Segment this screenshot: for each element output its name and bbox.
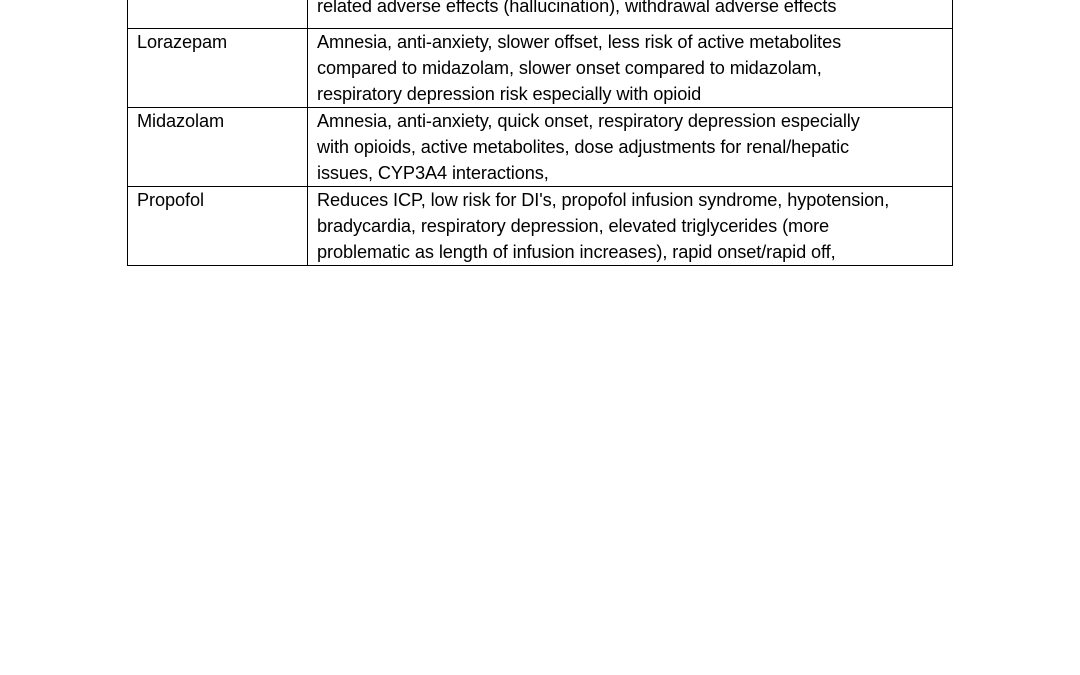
effects-line: with opioids, active metabolites, dose adjustments for renal/hepatic <box>317 137 850 157</box>
effects-line: issues, CYP3A4 interactions, <box>317 163 549 183</box>
drug-name-cell <box>128 0 308 29</box>
table-row <box>128 108 953 187</box>
drug-effects-cell <box>308 108 953 187</box>
table-row <box>128 29 953 108</box>
drug-effects-cell <box>308 29 953 108</box>
drug-name-cell <box>128 108 308 187</box>
drug-name: Lorazepam <box>137 32 228 52</box>
drug-name-cell <box>128 29 308 108</box>
table-row <box>128 187 953 266</box>
drug-comparison-table <box>127 0 953 266</box>
effects-line: Amnesia, anti-anxiety, slower offset, less risk of active metabolites <box>317 32 842 52</box>
effects-line: respiratory depression risk especially with opioid <box>317 84 702 104</box>
effects-line: related adverse effects (hallucination), withdrawal adverse effects <box>317 0 837 16</box>
effects-line: compared to midazolam, slower onset compared to midazolam, <box>317 58 822 78</box>
drug-name: Propofol <box>137 190 204 210</box>
effects-line: Amnesia, anti-anxiety, quick onset, respiratory depression especially <box>317 111 860 131</box>
drug-name-cell <box>128 187 308 266</box>
effects-line: Reduces ICP, low risk for DI's, propofol infusion syndrome, hypotension, <box>317 190 890 210</box>
drug-effects-cell <box>308 187 953 266</box>
drug-effects-cell <box>308 0 953 29</box>
effects-line: bradycardia, respiratory depression, elevated triglycerides (more <box>317 216 830 236</box>
table-row <box>128 0 953 29</box>
drug-name: Midazolam <box>137 111 225 131</box>
effects-line: problematic as length of infusion increases), rapid onset/rapid off, <box>317 242 836 262</box>
